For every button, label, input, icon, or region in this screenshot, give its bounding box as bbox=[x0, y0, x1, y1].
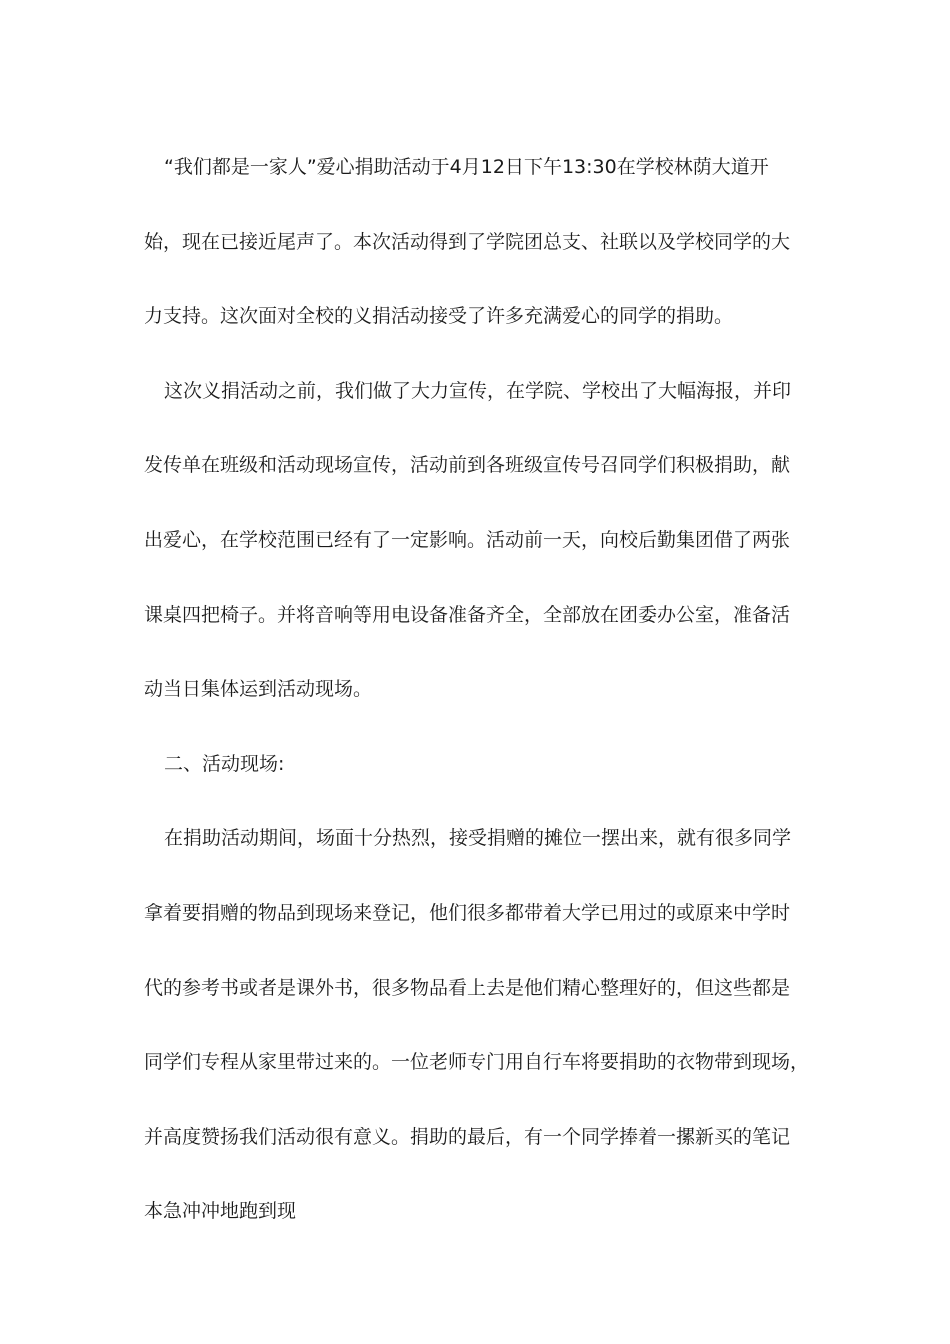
text-line: 代的参考书或者是课外书，很多物品看上去是他们精心整理好的，但这些都是 bbox=[144, 976, 791, 999]
text-line: 在捐助活动期间，场面十分热烈，接受捐赠的摊位一摆出来，就有很多同学 bbox=[164, 827, 792, 850]
text-line: “我们都是一家人”爱心捐助活动于4月12日下午13:30在学校林荫大道开 bbox=[164, 156, 769, 178]
text-line: 始，现在已接近尾声了。本次活动得到了学院团总支、社联以及学校同学的大 bbox=[144, 230, 791, 253]
document-body bbox=[144, 130, 810, 1249]
text-line: 动当日集体运到活动现场。 bbox=[144, 678, 373, 701]
section-heading-activity-site bbox=[144, 727, 804, 802]
text-line: 本急冲冲地跑到现 bbox=[144, 1200, 297, 1223]
text-line: 同学们专程从家里带过来的。一位老师专门用自行车将要捐助的衣物带到现场， bbox=[144, 1051, 810, 1074]
section-heading: 二、活动现场: bbox=[164, 752, 285, 775]
text-line: 课桌四把椅子。并将音响等用电设备准备齐全，全部放在团委办公室，准备活 bbox=[144, 603, 791, 626]
paragraph-preparation bbox=[144, 354, 804, 727]
text-line: 出爱心，在学校范围已经有了一定影响。活动前一天，向校后勤集团借了两张 bbox=[144, 528, 791, 551]
paragraph-activity-intro bbox=[144, 130, 804, 354]
text-line: 并高度赞扬我们活动很有意义。捐助的最后，有一个同学捧着一摞新买的笔记 bbox=[144, 1125, 791, 1148]
text-line: 拿着要捐赠的物品到现场来登记，他们很多都带着大学已用过的或原来中学时 bbox=[144, 901, 791, 924]
paragraph-activity-site bbox=[144, 801, 810, 1249]
text-line: 发传单在班级和活动现场宣传，活动前到各班级宣传号召同学们积极捐助，献 bbox=[144, 454, 791, 477]
text-line: 这次义捐活动之前，我们做了大力宣传，在学院、学校出了大幅海报，并印 bbox=[164, 379, 792, 402]
text-line: 力支持。这次面对全校的义捐活动接受了许多充满爱心的同学的捐助。 bbox=[144, 305, 734, 328]
